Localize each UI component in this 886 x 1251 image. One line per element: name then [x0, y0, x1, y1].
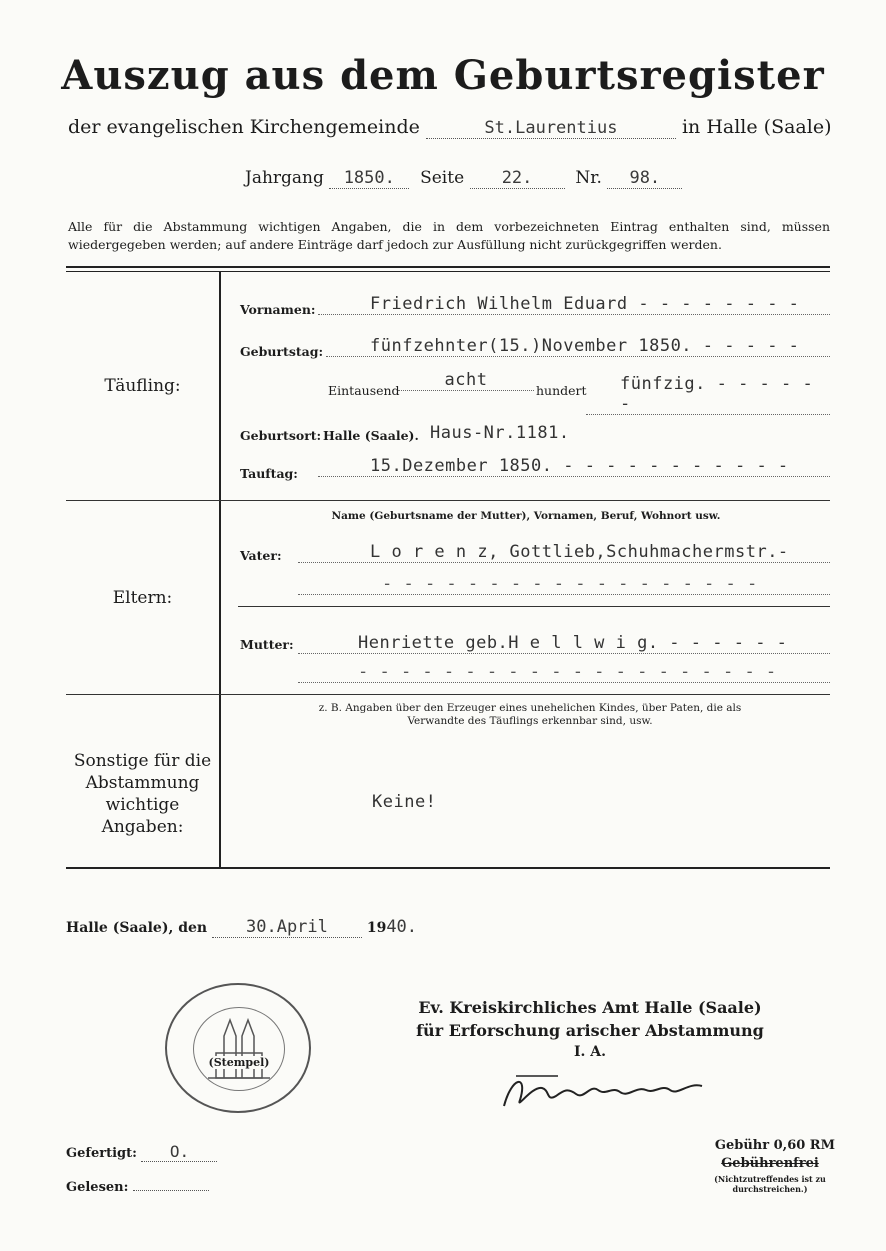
read-value-blank	[133, 1190, 209, 1191]
father-label: Vater:	[240, 548, 282, 563]
prepared-line	[66, 1142, 217, 1162]
church-seal	[165, 983, 311, 1113]
church-icon	[194, 1008, 284, 1090]
parish-name: St.Laurentius	[426, 118, 676, 139]
birthplace-label: Geburtsort:	[240, 428, 322, 443]
prepared-value: O.	[141, 1142, 217, 1162]
office-line-1: Ev. Kreiskirchliches Amt Halle (Saale)	[418, 998, 762, 1017]
other-value: Keine!	[372, 792, 437, 812]
seal-inner-ring	[193, 1007, 285, 1091]
birthplace-fixed: Halle (Saale).	[323, 428, 419, 443]
mother-continuation: - - - - - - - - - - - - - - - - - - - -	[298, 662, 830, 683]
page-label: Seite	[420, 168, 465, 188]
parents-section-label: Eltern:	[112, 588, 173, 608]
section-divider-2	[66, 694, 830, 695]
father-value: L o r e n z, Gottlieb,Schuhmachermstr.-	[298, 542, 830, 563]
read-line	[66, 1180, 209, 1195]
father-continuation: - - - - - - - - - - - - - - - - - -	[298, 574, 830, 595]
year-value: 1850.	[329, 168, 409, 189]
parents-header-note: Name (Geburtsname der Mutter), Vornamen, Beruf, Wohnort usw.	[331, 510, 721, 522]
baptized-section-label: Täufling:	[104, 376, 181, 396]
register-reference	[245, 168, 682, 189]
intro-paragraph: Alle für die Abstammung wichtigen Angaben, die in dem vorbezeichneten Eintrag enthalten sind, müssen wiedergegeben werden; auf andere Einträge darf jedoch zur Ausfüllung nicht zurückgegriffen werden.	[68, 219, 830, 252]
birthplace-value: Haus-Nr.1181.	[430, 423, 570, 443]
birthday-value: fünfzehnter(15.)November 1850. - - - - -	[326, 336, 830, 357]
fee-label: Gebühr 0,60 RM	[714, 1138, 835, 1153]
hundred-label: hundert	[536, 383, 587, 398]
table-bottom-rule	[66, 867, 830, 869]
date-year-value: 40.	[386, 917, 418, 937]
date-prefix: Halle (Saale), den	[66, 920, 208, 936]
other-note: z. B. Angaben über den Erzeuger eines unehelichen Kindes, über Paten, die als Verwandte des Täuflings erkennbar sind, usw.	[318, 702, 742, 727]
office-line-3: I. A.	[573, 1044, 607, 1060]
thousand-label: Eintausend	[328, 383, 400, 398]
birthday-label: Geburtstag:	[240, 344, 324, 359]
office-line-2: für Erforschung arischer Abstammung	[416, 1021, 764, 1040]
mother-value: Henriette geb.H e l l w i g. - - - - - -	[298, 633, 830, 654]
parish-prefix: der evangelischen Kirchengemeinde	[68, 116, 420, 138]
number-value: 98.	[607, 168, 682, 189]
seal-center-label: (Stempel)	[202, 1056, 276, 1069]
page-value: 22.	[470, 168, 565, 189]
table-top-rule-inner	[66, 271, 830, 272]
date-line	[66, 917, 417, 938]
fee-free: Gebührenfrei	[721, 1156, 819, 1171]
number-label: Nr.	[575, 168, 602, 188]
first-names-value: Friedrich Wilhelm Eduard - - - - - - - -	[318, 294, 830, 315]
table-column-divider	[219, 272, 221, 868]
prepared-label: Gefertigt:	[66, 1146, 137, 1161]
section-divider-1	[66, 500, 830, 501]
parish-suffix: in Halle (Saale)	[681, 116, 832, 138]
first-names-label: Vornamen:	[240, 302, 316, 317]
other-section-label: Sonstige für die Abstammung wichtige Angaben:	[73, 751, 212, 837]
father-mother-divider	[238, 606, 830, 607]
hundred-value: fünfzig. - - - - - -	[586, 374, 830, 415]
baptism-value: 15.Dezember 1850. - - - - - - - - - - -	[318, 456, 830, 477]
handwritten-signature	[498, 1066, 708, 1114]
date-year-prefix: 19	[366, 920, 387, 936]
thousand-value: acht	[398, 370, 534, 391]
parish-line	[68, 116, 832, 139]
table-top-rule	[66, 266, 830, 268]
date-day: 30.April	[212, 917, 362, 938]
fee-note: (Nichtzutreffendes ist zu durchstreichen.)	[714, 1174, 826, 1194]
mother-label: Mutter:	[240, 637, 294, 652]
year-label: Jahrgang	[245, 168, 324, 188]
baptism-label: Tauftag:	[240, 466, 298, 481]
document-title: Auszug aus dem Geburtsregister	[61, 52, 825, 99]
read-label: Gelesen:	[66, 1180, 129, 1195]
